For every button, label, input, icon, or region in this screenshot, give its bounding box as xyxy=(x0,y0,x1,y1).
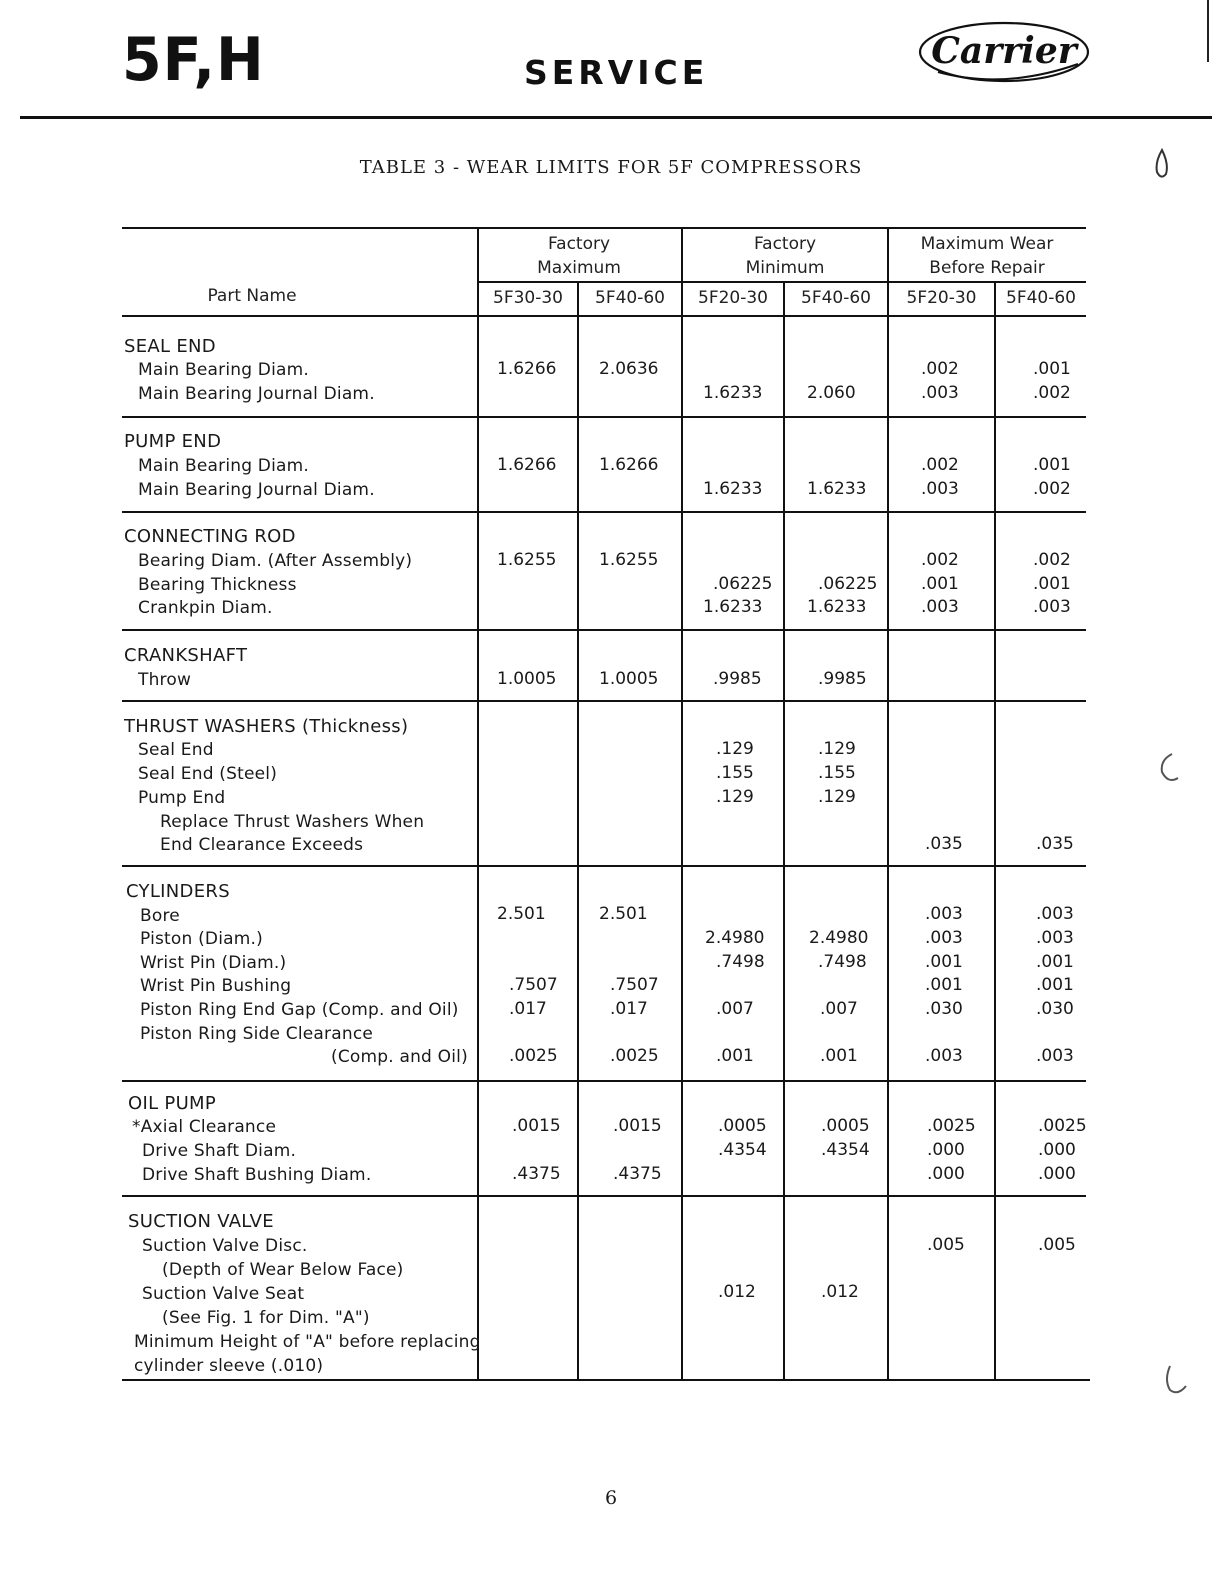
row-label: Piston (Diam.) xyxy=(140,929,263,949)
table-cell: .001 xyxy=(820,1046,858,1066)
section-divider xyxy=(122,416,1086,418)
speck-icon xyxy=(1156,750,1186,786)
table-cell: .129 xyxy=(818,787,856,807)
row-label: (Depth of Wear Below Face) xyxy=(162,1260,404,1280)
column-header: 5F30-30 xyxy=(493,288,563,308)
row-label: Seal End xyxy=(138,740,214,760)
table-cell: 1.6233 xyxy=(703,597,763,617)
section-heading: THRUST WASHERS (Thickness) xyxy=(124,716,409,737)
table-cell: .4354 xyxy=(821,1140,870,1160)
table-cell: 2.060 xyxy=(807,383,856,403)
column-header: 5F20-30 xyxy=(906,288,977,308)
row-label: Piston Ring Side Clearance xyxy=(140,1024,374,1044)
table-cell: .003 xyxy=(921,479,959,499)
table-cell: .002 xyxy=(921,550,959,570)
group-header-factory-min xyxy=(683,232,887,280)
table-cell: .003 xyxy=(1036,904,1074,924)
table-cell: 2.4980 xyxy=(705,928,765,948)
table-cell: .4375 xyxy=(512,1164,561,1184)
row-label: Crankpin Diam. xyxy=(138,598,273,618)
table-cell: .0025 xyxy=(1038,1116,1087,1136)
table-cell: .000 xyxy=(1038,1140,1076,1160)
column-header: 5F40-60 xyxy=(1006,288,1076,308)
row-label: Drive Shaft Diam. xyxy=(142,1141,297,1161)
table-cell: .0015 xyxy=(512,1116,561,1136)
table-cell: .0025 xyxy=(610,1046,659,1066)
section-heading: OIL PUMP xyxy=(128,1093,217,1114)
page-number: 6 xyxy=(604,1487,618,1509)
punch-hole-mark-icon xyxy=(1152,148,1172,188)
section-title: SERVICE xyxy=(524,53,709,92)
row-label: Minimum Height of "A" before replacing xyxy=(134,1332,481,1352)
table-cell: .001 xyxy=(1036,952,1074,972)
table-cell: .002 xyxy=(921,359,959,379)
column-divider xyxy=(887,227,889,1380)
table-cell: 1.6233 xyxy=(807,479,867,499)
table-cell: .001 xyxy=(925,975,963,995)
row-label: Wrist Pin Bushing xyxy=(140,976,292,996)
column-divider xyxy=(477,227,479,1380)
table-cell: .030 xyxy=(925,999,963,1019)
table-title: TABLE 3 - WEAR LIMITS FOR 5F COMPRESSORS xyxy=(359,157,863,178)
row-label: Pump End xyxy=(138,788,226,808)
table-cell: .017 xyxy=(509,999,547,1019)
table-cell: .155 xyxy=(716,763,754,783)
table-cell: .003 xyxy=(1036,1046,1074,1066)
table-cell: .002 xyxy=(1033,550,1071,570)
table-cell: .007 xyxy=(820,999,858,1019)
table-cell: .012 xyxy=(718,1282,756,1302)
table-cell: .06225 xyxy=(713,574,773,594)
table-cell: .4354 xyxy=(718,1140,767,1160)
row-label: Piston Ring End Gap (Comp. and Oil) xyxy=(140,1000,459,1020)
row-label: Replace Thrust Washers When xyxy=(160,812,425,832)
group-header-factory-max xyxy=(479,232,679,280)
group-header-max-wear xyxy=(889,232,1085,280)
row-label: Suction Valve Disc. xyxy=(142,1236,308,1256)
row-label: Seal End (Steel) xyxy=(138,764,278,784)
table-cell: .9985 xyxy=(818,669,867,689)
section-heading: CRANKSHAFT xyxy=(124,645,248,666)
table-cell: 1.6266 xyxy=(497,455,557,475)
table-cell: .7498 xyxy=(818,952,867,972)
table-cell: .0005 xyxy=(821,1116,870,1136)
row-label: cylinder sleeve (.010) xyxy=(134,1356,324,1376)
table-cell: .001 xyxy=(1033,574,1071,594)
table-cell: .7507 xyxy=(610,975,659,995)
table-cell: .7507 xyxy=(509,975,558,995)
table-cell: .4375 xyxy=(613,1164,662,1184)
table-cell: 1.0005 xyxy=(599,669,659,689)
table-cell: .001 xyxy=(1036,975,1074,995)
table-cell: .017 xyxy=(610,999,648,1019)
table-cell: .0015 xyxy=(613,1116,662,1136)
section-divider xyxy=(122,1080,1086,1082)
table-top-rule xyxy=(122,227,1086,229)
section-divider xyxy=(122,1195,1086,1197)
page-edge-mark xyxy=(1207,0,1209,62)
carrier-logo xyxy=(918,20,1090,84)
table-cell: 1.6255 xyxy=(599,550,659,570)
row-label: (Comp. and Oil) xyxy=(331,1047,468,1067)
section-heading: PUMP END xyxy=(124,431,222,452)
table-cell: .007 xyxy=(716,999,754,1019)
table-cell: 1.6255 xyxy=(497,550,557,570)
table-cell: .129 xyxy=(818,739,856,759)
speck-icon xyxy=(1152,148,1172,182)
row-label: Throw xyxy=(138,670,192,690)
table-bottom-rule xyxy=(122,1379,1090,1381)
table-cell: .003 xyxy=(1033,597,1071,617)
table-cell: .035 xyxy=(925,834,963,854)
brand-name: Carrier xyxy=(931,30,1077,72)
table-cell: .002 xyxy=(921,455,959,475)
punch-hole-mark-icon xyxy=(1160,1362,1190,1404)
table-cell: 1.0005 xyxy=(497,669,557,689)
column-divider xyxy=(783,283,785,1380)
table-cell: .001 xyxy=(716,1046,754,1066)
table-cell: 2.501 xyxy=(497,904,546,924)
column-divider xyxy=(681,227,683,1380)
row-label: Bore xyxy=(140,906,180,926)
row-label: Drive Shaft Bushing Diam. xyxy=(142,1165,372,1185)
punch-hole-mark-icon xyxy=(1156,750,1186,792)
table-cell: .0025 xyxy=(927,1116,976,1136)
part-name-header: Part Name xyxy=(207,286,297,306)
group-header-line: Minimum xyxy=(745,258,825,278)
section-divider xyxy=(122,865,1086,867)
table-cell: .9985 xyxy=(713,669,762,689)
table-cell: .000 xyxy=(1038,1164,1076,1184)
table-cell: 2.4980 xyxy=(809,928,869,948)
row-label: End Clearance Exceeds xyxy=(160,835,364,855)
table-cell: .001 xyxy=(1033,455,1071,475)
table-cell: 1.6233 xyxy=(807,597,867,617)
header-bottom-rule xyxy=(122,315,1086,317)
table-cell: 2.0636 xyxy=(599,359,659,379)
table-cell: .129 xyxy=(716,787,754,807)
row-label: Suction Valve Seat xyxy=(142,1284,305,1304)
table-cell: .003 xyxy=(925,928,963,948)
column-header: 5F20-30 xyxy=(698,288,768,308)
row-label: (See Fig. 1 for Dim. "A") xyxy=(162,1308,370,1328)
row-label: Wrist Pin (Diam.) xyxy=(140,953,287,973)
section-heading: SEAL END xyxy=(124,336,216,357)
column-divider xyxy=(577,283,579,1380)
section-heading: CONNECTING ROD xyxy=(124,526,296,547)
table-cell: 1.6266 xyxy=(497,359,557,379)
group-header-line: Factory xyxy=(753,234,817,254)
table-cell: .000 xyxy=(927,1164,965,1184)
row-label: *Axial Clearance xyxy=(132,1117,277,1137)
section-divider xyxy=(122,511,1086,513)
column-header: 5F40-60 xyxy=(595,288,665,308)
row-label: Main Bearing Journal Diam. xyxy=(138,480,375,500)
section-divider xyxy=(122,629,1086,631)
column-header: 5F40-60 xyxy=(801,288,871,308)
table-cell: 1.6266 xyxy=(599,455,659,475)
row-label: Bearing Thickness xyxy=(138,575,297,595)
table-cell: .001 xyxy=(921,574,959,594)
table-cell: .030 xyxy=(1036,999,1074,1019)
table-cell: .7498 xyxy=(716,952,765,972)
table-cell: .001 xyxy=(1033,359,1071,379)
table-cell: .0025 xyxy=(509,1046,558,1066)
table-cell: .005 xyxy=(1038,1235,1076,1255)
table-cell: .129 xyxy=(716,739,754,759)
table-cell: .155 xyxy=(818,763,856,783)
table-cell: .002 xyxy=(1033,479,1071,499)
table-cell: 1.6233 xyxy=(703,383,763,403)
group-header-line: Factory xyxy=(547,234,611,254)
section-heading: CYLINDERS xyxy=(126,881,230,902)
row-label: Bearing Diam. (After Assembly) xyxy=(138,551,413,571)
table-cell: .003 xyxy=(925,904,963,924)
row-label: Main Bearing Journal Diam. xyxy=(138,384,375,404)
table-cell: .0005 xyxy=(718,1116,767,1136)
table-cell: .003 xyxy=(921,597,959,617)
section-heading: SUCTION VALVE xyxy=(128,1211,274,1232)
row-label: Main Bearing Diam. xyxy=(138,456,310,476)
group-header-line: Maximum Wear xyxy=(920,234,1054,254)
group-header-line: Maximum xyxy=(537,258,621,278)
table-cell: .005 xyxy=(927,1235,965,1255)
group-header-line: Before Repair xyxy=(929,258,1045,278)
table-cell: .000 xyxy=(927,1140,965,1160)
speck-icon xyxy=(1160,1362,1190,1398)
header-rule xyxy=(20,116,1212,119)
column-divider xyxy=(994,283,996,1380)
table-cell: .06225 xyxy=(818,574,878,594)
table-cell: .003 xyxy=(1036,928,1074,948)
row-label: Main Bearing Diam. xyxy=(138,360,310,380)
table-cell: .035 xyxy=(1036,834,1074,854)
model-code: 5F,H xyxy=(122,25,265,95)
table-cell: .002 xyxy=(1033,383,1071,403)
section-divider xyxy=(122,700,1086,702)
table-cell: 2.501 xyxy=(599,904,648,924)
table-cell: .001 xyxy=(925,952,963,972)
table-cell: .003 xyxy=(921,383,959,403)
table-cell: 1.6233 xyxy=(703,479,763,499)
table-cell: .012 xyxy=(821,1282,859,1302)
table-cell: .003 xyxy=(925,1046,963,1066)
